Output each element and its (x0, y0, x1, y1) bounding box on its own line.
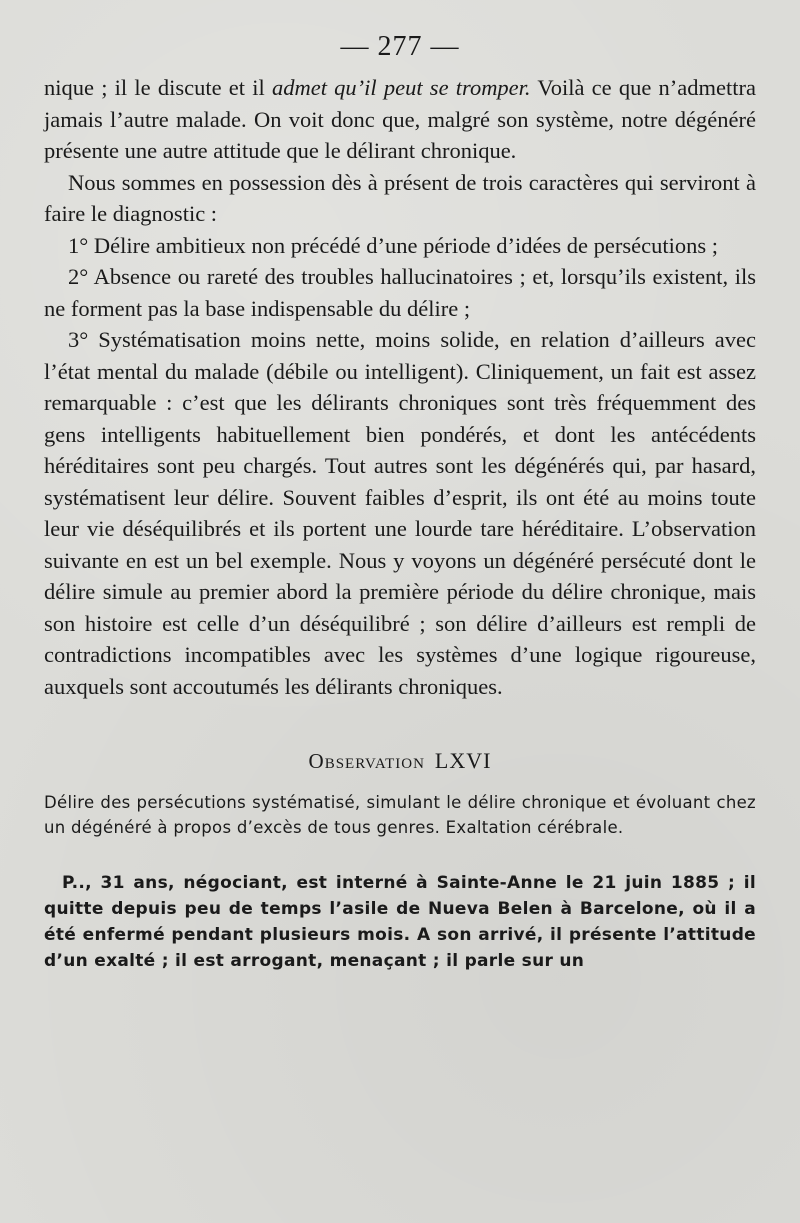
observation-summary: Délire des persécutions systématisé, simulant le délire chronique et évoluant chez un dégénéré à propos d’excès de tous genres. Exaltation cérébrale. (44, 793, 756, 837)
main-text (44, 72, 756, 702)
list-item-2: 2° Absence ou rareté des troubles hallucinatoires ; et, lorsqu’ils existent, ils ne forment pas la base indispensable du délire ; (44, 264, 756, 321)
page-number: — 277 — (340, 31, 460, 62)
list-item-3: 3° Systématisation moins nette, moins solide, en relation d’ailleurs avec l’état mental du malade (débile ou intelligent). Cliniquement, un fait est assez remarquable : c’est que les délirants chroniques sont très fréquemment des gens intelligents habituellement bien pondérés, et dont les antécédents héréditaires sont peu chargés. Tout autres sont les dégénérés qui, par hasard, systématisent leur délire. Souvent faibles d’esprit, ils ont été au moins toute leur vie déséquilibrés et ils portent une lourde tare héréditaire. L’observation suivante en est un bel exemple. Nous y voyons un dégénéré persécuté dont le délire simule au premier abord la première période du délire chronique, mais son histoire est celle d’un déséquilibré ; son délire d’ailleurs est rempli de contradictions incompatibles avec les systèmes d’une logique rigoureuse, auxquels sont accoutumés les délirants chroniques. (44, 327, 756, 699)
case-text: P.., 31 ans, négociant, est interné à Sainte-Anne le 21 juin 1885 ; il quitte depuis peu de temps l’asile de Nueva Belen à Barcelone, où il a été enfermé pendant plusieurs mois. A son arrivé, il présente l’attitude d’un exalté ; il est arrogant, menaçant ; il parle sur un (44, 873, 756, 971)
paragraph-diagnostic: Nous sommes en possession dès à présent de trois caractères qui serviront à faire le diagnostic : (44, 169, 756, 226)
text-segment: nique ; il le discute et il (44, 75, 272, 100)
observation-heading-number: LXVI (434, 748, 492, 773)
paragraph-continuation (44, 72, 756, 167)
observation-heading (44, 748, 756, 774)
observation-heading-word: Observation (308, 749, 425, 773)
list-item-1: 1° Délire ambitieux non précédé d’une période d’idées de persécutions ; (68, 232, 719, 258)
case-description (44, 870, 756, 974)
text-segment: Voilà ce que n’admettra jamais l’autre malade. On voit donc que, malgré son système, notre dégénéré présente une autre attitude que le délirant chronique. (44, 75, 757, 163)
italic-phrase: admet qu’il peut se tromper. (271, 75, 531, 100)
